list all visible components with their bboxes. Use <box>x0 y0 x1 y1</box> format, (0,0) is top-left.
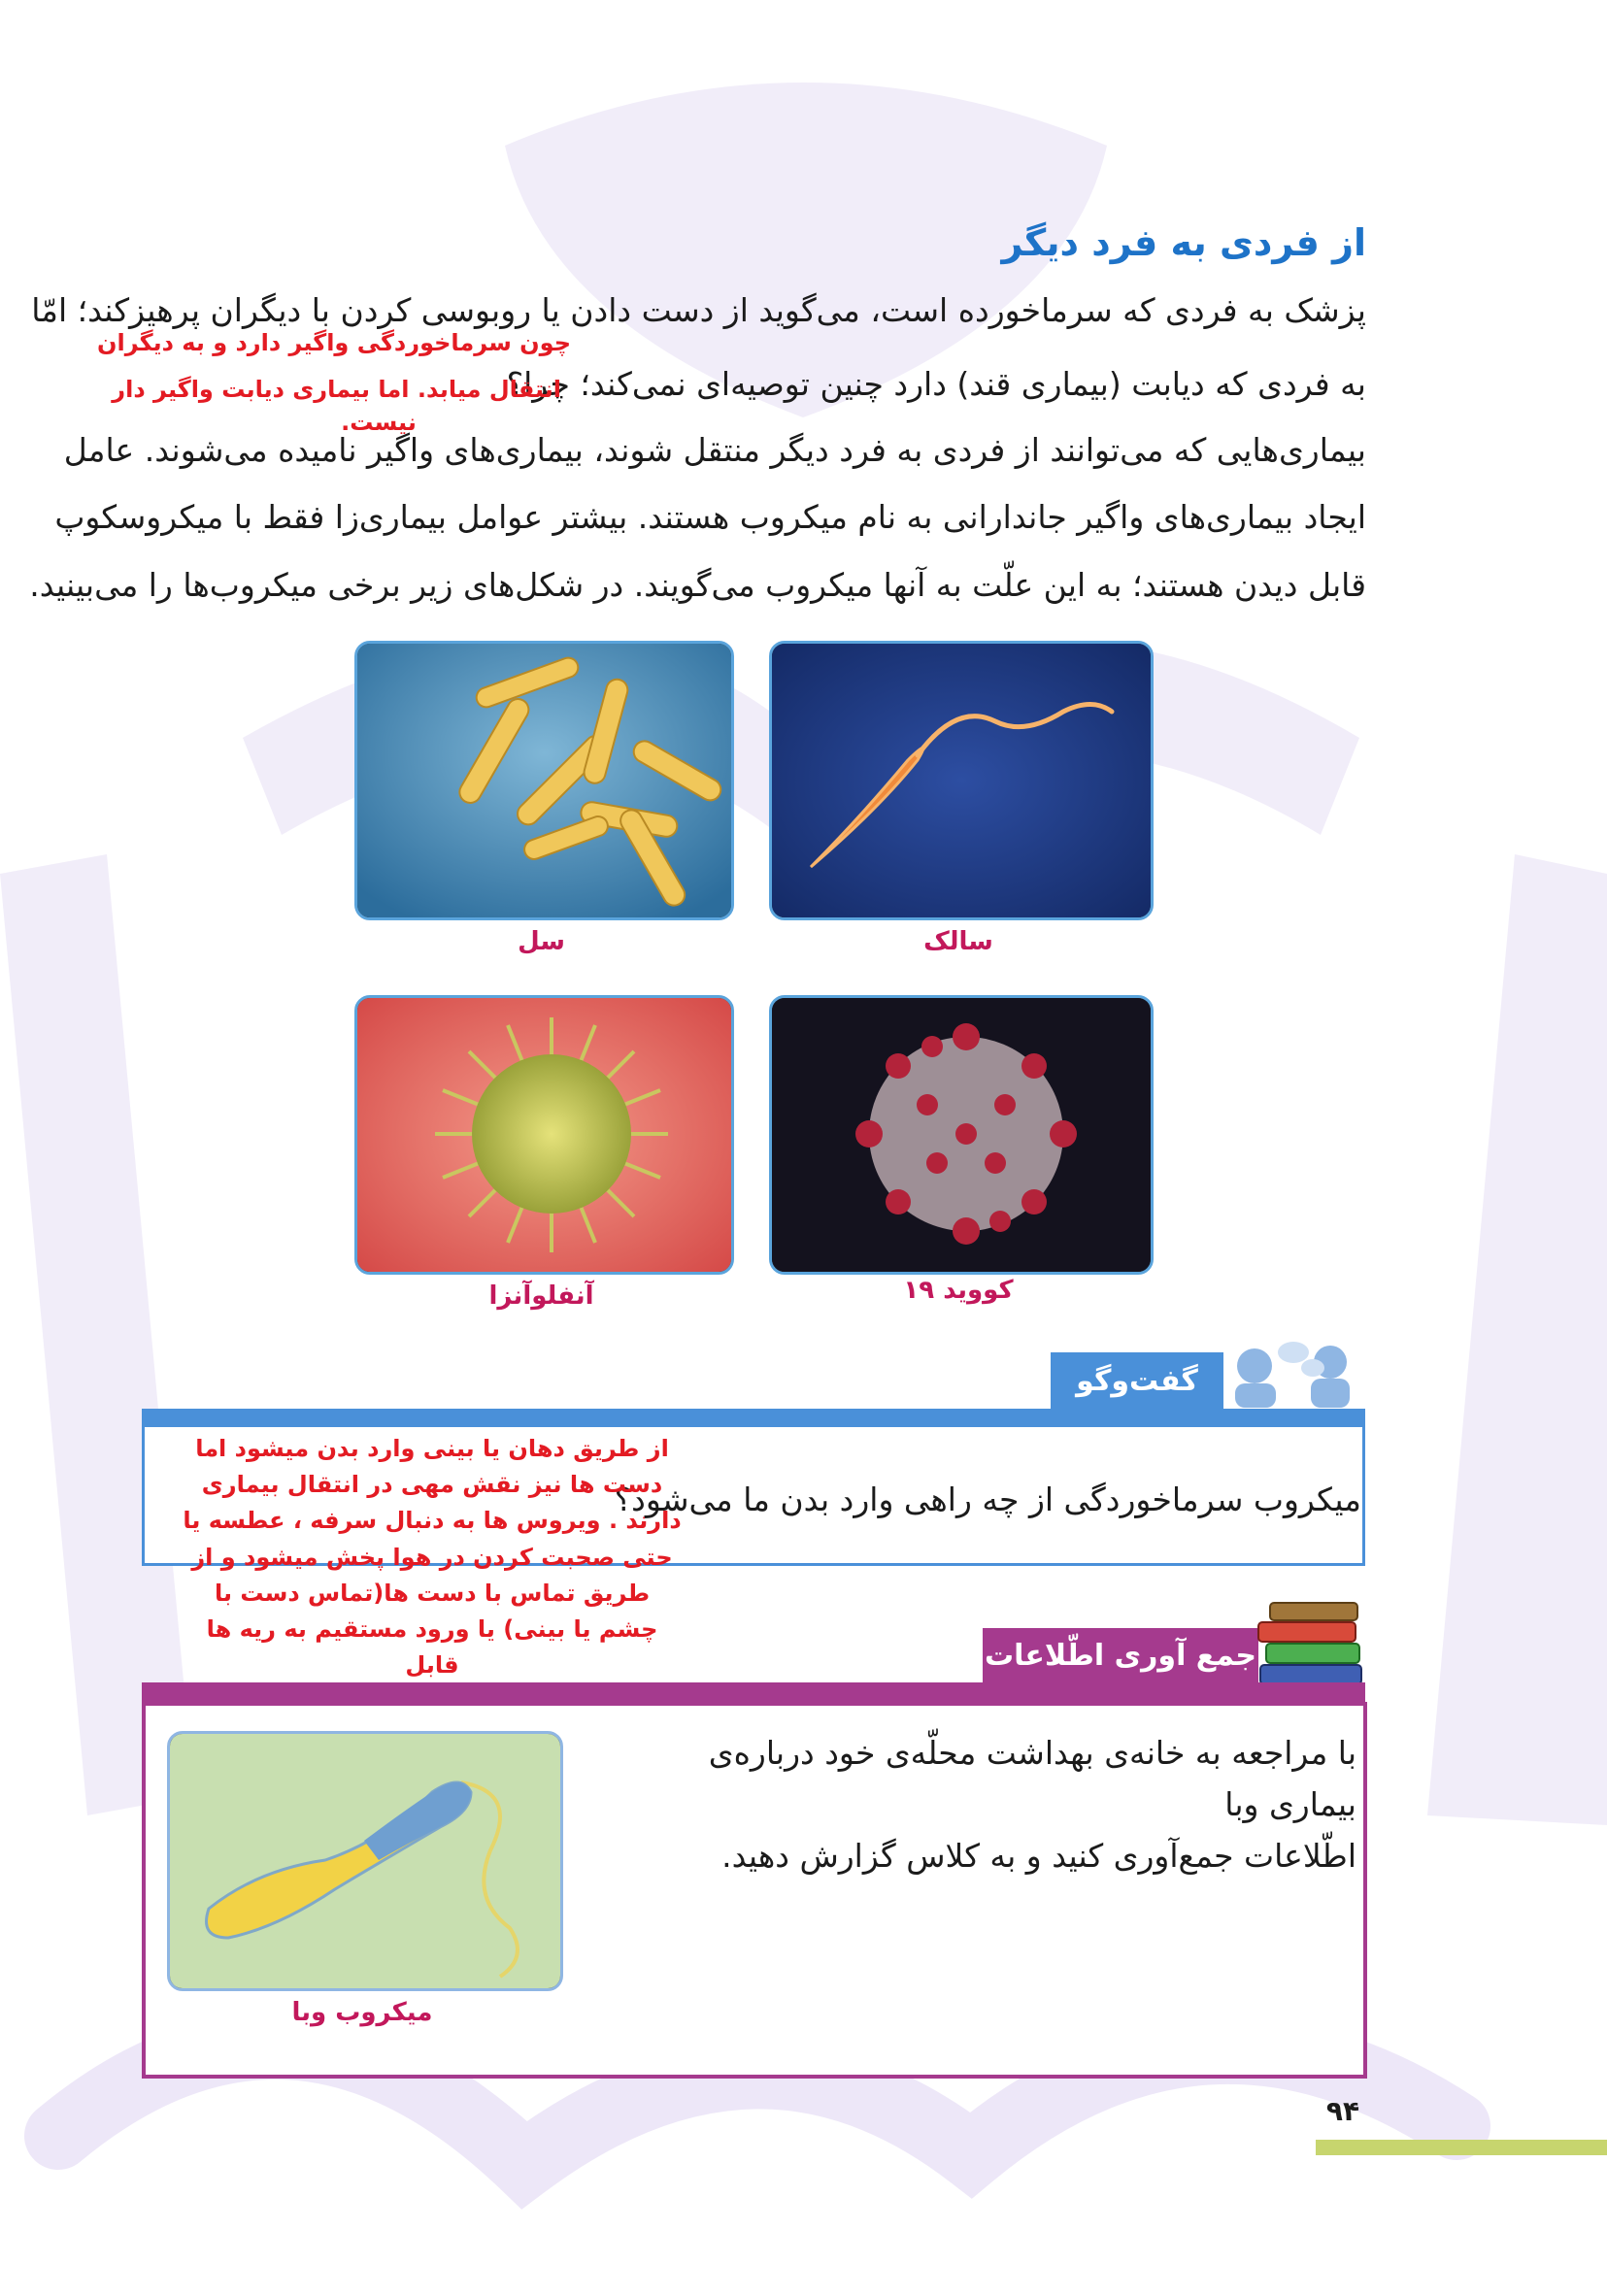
body-line-5: قابل دیدن هستند؛ به این علّت به آنها میکروب می‌گویند. در شکل‌های زیر برخی میکروب‌ها را می‌بینید. <box>29 566 1366 604</box>
talk-question: میکروب سرماخوردگی از چه راهی وارد بدن ما می‌شود؟ <box>614 1481 1361 1518</box>
influenza-image <box>354 995 734 1275</box>
teacher-note-line-1: چون سرماخوردگی واگیر دارد و به دیگران <box>97 329 571 356</box>
collect-bar <box>142 1682 1365 1702</box>
answer-line-2: دست ها نیز نقش مهی در انتقال بیماری <box>201 1471 663 1499</box>
body-line-4: ایجاد بیماری‌های واگیر جاندارانی به نام میکروب هستند. بیشتر عوامل بیماری‌زا فقط با میکروسکوپ <box>54 498 1366 536</box>
section-title: از فردی به فرد دیگر <box>1001 221 1366 264</box>
talk-bar <box>142 1409 1365 1424</box>
covid19-image <box>769 995 1154 1275</box>
page-number: ۹۴ <box>1325 2095 1360 2127</box>
teacher-note-line-2: انتقال میابد. اما بیماری دیابت واگیر دار <box>112 376 561 403</box>
body-line-1: پزشک به فردی که سرماخورده است، می‌گوید از دست دادن یا روبوسی کردن با دیگران پرهیزکند؛ امّا <box>31 291 1366 329</box>
body-line-3: بیماری‌هایی که می‌توانند از فردی به فرد دیگر منتقل شوند، بیماری‌های واگیر نامیده می‌شوند. عامل <box>63 431 1366 469</box>
cholera-image <box>167 1731 563 1991</box>
talk-header: گفت‌و‌گو <box>1051 1352 1223 1409</box>
answer-line-1: از طریق دهان یا بینی وارد بدن میشود اما <box>195 1435 669 1462</box>
teacher-note-line-3: نیست. <box>341 409 417 436</box>
footer-bar <box>1316 2140 1607 2155</box>
body-line-2: به فردی که دیابت (بیماری قند) دارد چنین توصیه‌ای نمی‌کند؛ چرا؟ <box>506 365 1366 403</box>
caption-tuberculosis: سل <box>518 927 565 956</box>
caption-covid19: کووید ۱۹ <box>903 1276 1014 1305</box>
collect-text <box>657 1728 1356 1881</box>
people-talking-icon <box>1216 1335 1371 1408</box>
leishmania-image <box>769 641 1154 920</box>
collect-line-1: با مراجعه به خانه‌ی بهداشت محلّه‌ی خود درباره‌ی بیماری وبا <box>708 1734 1356 1823</box>
answer-line-3: دارند . ویروس ها به دنبال سرفه ، عطسه یا <box>183 1507 682 1535</box>
answer-line-4: حتی صحبت کردن در هوا پخش میشود و از <box>191 1543 673 1571</box>
caption-cholera: میکروب وبا <box>291 1998 433 2027</box>
tuberculosis-image <box>354 641 734 920</box>
answer-line-6: چشم یا بینی) یا ورود مستقیم به ریه ها قابل <box>206 1614 658 1680</box>
teacher-answer <box>180 1431 685 1720</box>
collect-header: جمع آوری اطّلاعات <box>983 1628 1258 1682</box>
caption-influenza: آنفلوآنزا <box>488 1281 594 1311</box>
books-icon <box>1253 1597 1369 1690</box>
answer-line-5: طریق تماس با دست ها(تماس دست با <box>214 1579 651 1607</box>
collect-line-2: اطّلاعات جمع‌آوری کنید و به کلاس گزارش دهید. <box>721 1836 1356 1875</box>
caption-leishmania: سالک <box>923 927 993 956</box>
